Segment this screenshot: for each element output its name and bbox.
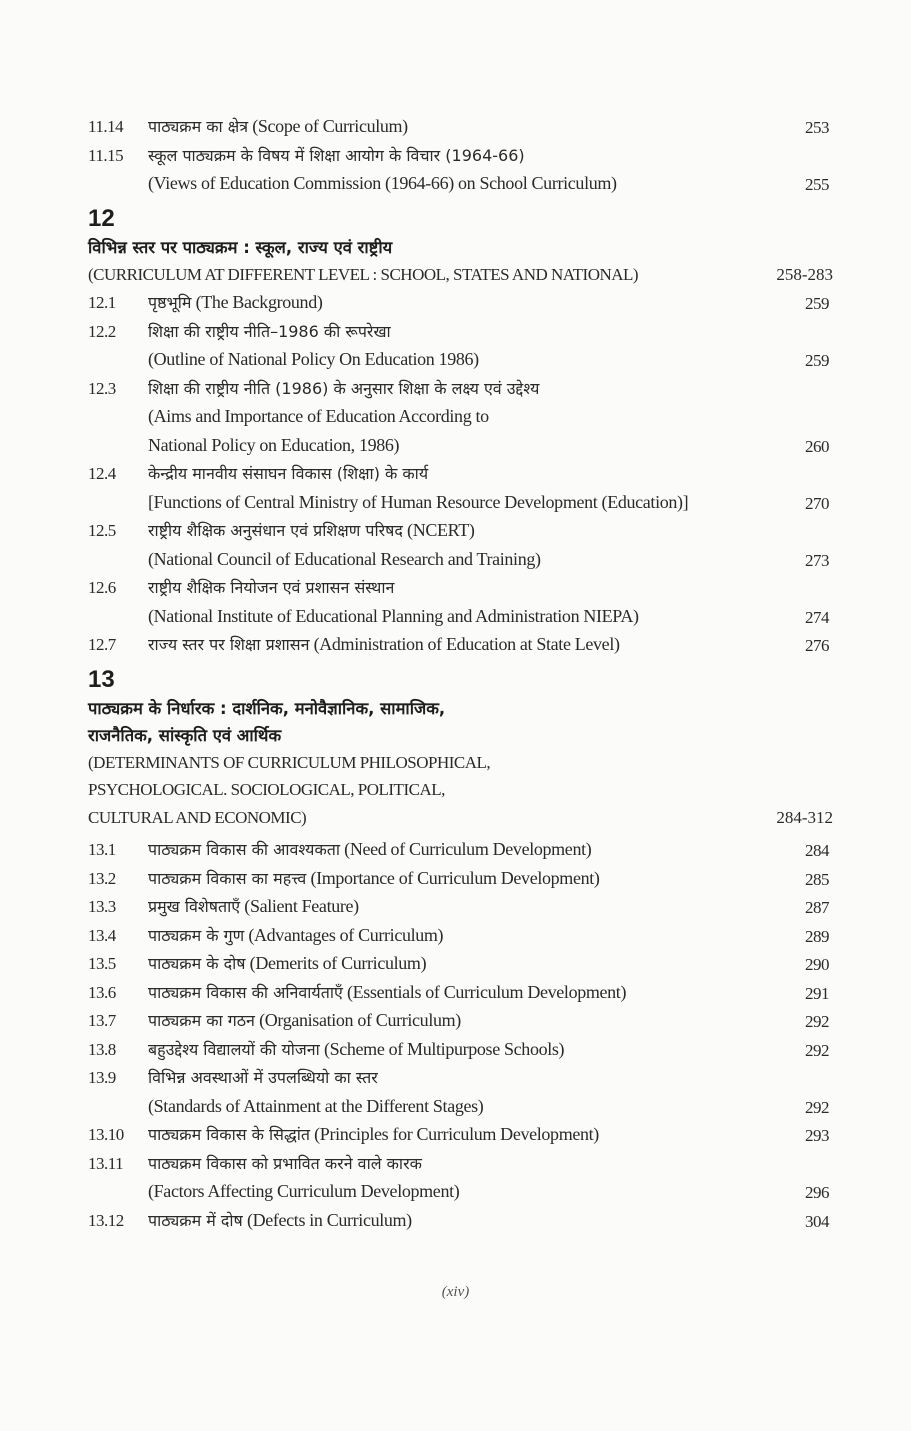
entry-title bbox=[148, 835, 833, 865]
entry-title bbox=[148, 1063, 833, 1093]
entry-title-hindi: पाठ्यक्रम के गुण bbox=[148, 925, 245, 945]
entry-title bbox=[148, 602, 833, 632]
toc-entry bbox=[88, 835, 833, 864]
entry-title bbox=[148, 431, 833, 461]
chapter-title-english-text: (CURRICULUM AT DIFFERENT LEVEL : SCHOOL, STATES AND NATIONAL) bbox=[88, 264, 639, 284]
entry-number: 13.1 bbox=[88, 840, 116, 859]
entry-title-english: (Essentials of Curriculum Development) bbox=[346, 981, 627, 1002]
entry-number: 12.1 bbox=[88, 293, 116, 312]
entry-page-number: 292 bbox=[805, 1097, 829, 1117]
toc-entry bbox=[88, 1092, 833, 1121]
toc-entry bbox=[88, 431, 833, 460]
toc-entry bbox=[88, 169, 833, 198]
entry-title bbox=[148, 516, 833, 546]
chapter-12-entries bbox=[88, 288, 833, 659]
toc-entry bbox=[88, 345, 833, 374]
entry-number: 12.7 bbox=[88, 635, 116, 654]
entry-number: 13.7 bbox=[88, 1011, 116, 1030]
entry-title-hindi: पाठ्यक्रम विकास के सिद्धांत bbox=[148, 1125, 310, 1144]
toc-entry bbox=[88, 1063, 833, 1092]
entry-number: 13.6 bbox=[88, 982, 116, 1002]
entry-title bbox=[148, 949, 833, 979]
entry-title-english: [Functions of Central Ministry of Human Resource Development (Education)] bbox=[148, 491, 689, 512]
chapter-page-range: 284-312 bbox=[776, 807, 833, 827]
entry-title-hindi: शिक्षा की राष्ट्रीय नीति–1986 की रूपरेखा bbox=[148, 321, 391, 341]
entry-title-hindi: बहुउद्देश्य विद्यालयों की योजना bbox=[148, 1039, 320, 1059]
toc-entry bbox=[88, 1177, 833, 1206]
toc-entry bbox=[88, 1206, 833, 1235]
entry-page-number: 293 bbox=[805, 1126, 829, 1145]
entry-title bbox=[148, 488, 833, 518]
entry-title bbox=[148, 864, 833, 894]
entry-title-hindi: विभिन्न अवस्थाओं में उपलब्धियो का स्तर bbox=[148, 1068, 378, 1087]
entry-title bbox=[148, 892, 833, 922]
toc-entry bbox=[88, 921, 833, 950]
entry-title-hindi: पाठ्यक्रम विकास को प्रभावित करने वाले कारक bbox=[148, 1153, 422, 1173]
entry-title bbox=[148, 374, 833, 404]
entry-page-number: 292 bbox=[805, 1040, 829, 1060]
entry-title-english: (Demerits of Curriculum) bbox=[249, 953, 427, 973]
entry-title-english: (National Institute of Educational Planning and Administration NIEPA) bbox=[148, 605, 639, 626]
entry-title bbox=[148, 169, 833, 199]
entry-title-english: (Principles for Curriculum Development) bbox=[314, 1124, 599, 1144]
entry-page-number: 285 bbox=[805, 869, 829, 889]
chapter-title-hindi-line-1: पाठ्यक्रम के निर्धारक : दार्शनिक, मनोवैज्ञानिक, सामाजिक, bbox=[88, 698, 446, 718]
toc-entry bbox=[88, 317, 833, 346]
entry-number: 13.10 bbox=[88, 1125, 124, 1144]
toc-entry bbox=[88, 459, 833, 488]
entry-number: 13.5 bbox=[88, 954, 116, 973]
entry-title-english: (Administration of Education at State Level) bbox=[313, 634, 620, 654]
entry-title bbox=[148, 545, 833, 575]
entry-page-number: 292 bbox=[805, 1012, 829, 1031]
entry-number: 12.5 bbox=[88, 521, 116, 540]
entry-title-hindi: शिक्षा की राष्ट्रीय नीति (1986) के अनुसार शिक्षा के लक्ष्य एवं उद्देश्य bbox=[148, 378, 540, 398]
entry-title bbox=[148, 1035, 833, 1065]
entry-title-hindi: पाठ्यक्रम विकास की अनिवार्यताएँ bbox=[148, 982, 343, 1002]
entry-title bbox=[148, 1092, 833, 1122]
entry-title bbox=[148, 1177, 833, 1207]
entry-title bbox=[148, 317, 833, 347]
entry-page-number: 290 bbox=[805, 955, 829, 974]
entry-number: 11.15 bbox=[88, 145, 124, 165]
toc-entry bbox=[88, 516, 833, 545]
entry-number: 13.12 bbox=[88, 1210, 124, 1230]
entry-number: 13.4 bbox=[88, 925, 116, 945]
entry-title-hindi: राष्ट्रीय शैक्षिक अनुसंधान एवं प्रशिक्षण परिषद bbox=[148, 521, 403, 540]
chapter-number: 13 bbox=[88, 665, 115, 693]
entry-title-hindi: पाठ्यक्रम के दोष bbox=[148, 954, 246, 973]
toc-entry bbox=[88, 892, 833, 921]
entry-title-english: (Scope of Curriculum) bbox=[252, 116, 408, 136]
chapter-title-english-line-3 bbox=[88, 804, 833, 832]
entry-title bbox=[148, 630, 833, 660]
entry-page-number: 276 bbox=[805, 636, 829, 655]
entry-page-number: 255 bbox=[805, 175, 829, 194]
entry-number: 13.9 bbox=[88, 1068, 116, 1087]
chapter-number: 12 bbox=[88, 204, 115, 232]
entry-title-english: (Outline of National Policy On Education 1986) bbox=[148, 349, 479, 369]
entry-page-number: 274 bbox=[805, 607, 829, 627]
entry-title bbox=[148, 573, 833, 603]
toc-entry bbox=[88, 488, 833, 517]
entry-number: 13.3 bbox=[88, 897, 116, 916]
chapter-title-english-line-2: PSYCHOLOGICAL. SOCIOLOGICAL, POLITICAL, bbox=[88, 780, 445, 799]
toc-entry bbox=[88, 374, 833, 403]
entry-number: 13.11 bbox=[88, 1153, 124, 1173]
entry-title bbox=[148, 1149, 833, 1179]
toc-entry bbox=[88, 864, 833, 893]
toc-entry bbox=[88, 1149, 833, 1178]
entry-title-english: (Factors Affecting Curriculum Development) bbox=[148, 1181, 460, 1201]
entry-title-hindi: पाठ्यक्रम का गठन bbox=[148, 1011, 255, 1030]
entry-page-number: 291 bbox=[805, 983, 829, 1003]
entry-title-english: (Organisation of Curriculum) bbox=[259, 1010, 461, 1030]
entry-title-hindi: पाठ्यक्रम का क्षेत्र bbox=[148, 117, 249, 136]
entry-title bbox=[148, 1006, 833, 1036]
entry-title-english: (The Background) bbox=[195, 292, 323, 312]
chapter-title-english-line-1: (DETERMINANTS OF CURRICULUM PHILOSOPHICAL, bbox=[88, 752, 491, 772]
entry-title-english: (Views of Education Commission (1964-66) on School Curriculum) bbox=[148, 173, 617, 193]
entry-number: 12.3 bbox=[88, 378, 116, 398]
toc-entry bbox=[88, 545, 833, 574]
chapter-title-hindi-line-2: राजनैतिक, सांस्कृति एवं आर्थिक bbox=[88, 725, 282, 745]
toc-entry bbox=[88, 1006, 833, 1035]
entry-title bbox=[148, 141, 833, 171]
toc-entry bbox=[88, 112, 833, 141]
table-of-contents bbox=[88, 112, 833, 1234]
toc-entry bbox=[88, 141, 833, 170]
entry-title-hindi: राज्य स्तर पर शिक्षा प्रशासन bbox=[148, 635, 310, 654]
entry-page-number: 260 bbox=[805, 436, 829, 456]
entry-page-number: 289 bbox=[805, 926, 829, 946]
entry-page-number: 296 bbox=[805, 1183, 829, 1202]
entry-page-number: 287 bbox=[805, 898, 829, 917]
entry-title-hindi: स्कूल पाठ्यक्रम के विषय में शिक्षा आयोग के विचार (1964-66) bbox=[148, 145, 525, 165]
chapter-title-english bbox=[88, 261, 833, 289]
entry-title-hindi: पाठ्यक्रम विकास की आवश्यकता bbox=[148, 840, 341, 859]
entry-title-english: (Scheme of Multipurpose Schools) bbox=[323, 1038, 565, 1059]
toc-entry bbox=[88, 1035, 833, 1064]
entry-title-english: (NCERT) bbox=[407, 520, 475, 540]
entry-number: 12.4 bbox=[88, 464, 116, 483]
toc-entry bbox=[88, 288, 833, 317]
entry-title bbox=[148, 1206, 833, 1236]
entry-page-number: 273 bbox=[805, 550, 829, 570]
entry-title-hindi: प्रमुख विशेषताएँ bbox=[148, 897, 241, 916]
entry-title-english: (National Council of Educational Research and Training) bbox=[148, 548, 541, 569]
entry-title bbox=[148, 345, 833, 375]
entry-title-english: (Standards of Attainment at the Different Stages) bbox=[148, 1095, 484, 1116]
entry-page-number: 304 bbox=[805, 1211, 829, 1231]
entry-title bbox=[148, 459, 833, 489]
toc-entry bbox=[88, 402, 833, 431]
page-number-footer: (xiv) bbox=[441, 1284, 470, 1300]
chapter-page-range: 258-283 bbox=[776, 264, 833, 284]
entry-title-hindi: केन्द्रीय मानवीय संसाघन विकास (शिक्षा) के कार्य bbox=[148, 464, 429, 483]
entry-number: 13.2 bbox=[88, 868, 116, 888]
chapter-title-english-text: CULTURAL AND ECONOMIC) bbox=[88, 807, 307, 827]
entry-page-number: 259 bbox=[805, 294, 829, 313]
toc-entry bbox=[88, 1120, 833, 1149]
entry-page-number: 284 bbox=[805, 841, 829, 860]
chapter-title-hindi: विभिन्न स्तर पर पाठ्यक्रम : स्कूल, राज्य एवं राष्ट्रीय bbox=[88, 237, 393, 257]
entry-title bbox=[148, 921, 833, 951]
entry-page-number: 270 bbox=[805, 493, 829, 513]
chapter-11-entries bbox=[88, 112, 833, 198]
entry-title bbox=[148, 112, 833, 142]
toc-entry bbox=[88, 949, 833, 978]
entry-number: 12.2 bbox=[88, 321, 116, 341]
chapter-13-entries bbox=[88, 835, 833, 1234]
entry-number: 12.6 bbox=[88, 578, 116, 597]
entry-title-english: (Salient Feature) bbox=[244, 896, 359, 916]
entry-title-english: (Advantages of Curriculum) bbox=[248, 924, 444, 945]
toc-entry bbox=[88, 573, 833, 602]
toc-entry bbox=[88, 630, 833, 659]
toc-entry bbox=[88, 978, 833, 1007]
toc-entry bbox=[88, 602, 833, 631]
entry-title-hindi: पाठ्यक्रम में दोष bbox=[148, 1210, 243, 1230]
entry-title-hindi: राष्ट्रीय शैक्षिक नियोजन एवं प्रशासन संस्थान bbox=[148, 578, 395, 597]
entry-title bbox=[148, 1120, 833, 1150]
entry-title-english: National Policy on Education, 1986) bbox=[148, 434, 400, 455]
entry-title-english: (Need of Curriculum Development) bbox=[344, 839, 592, 859]
entry-title-english: (Importance of Curriculum Development) bbox=[310, 867, 600, 888]
entry-page-number: 253 bbox=[805, 118, 829, 137]
entry-page-number: 259 bbox=[805, 351, 829, 370]
entry-title-hindi: पृष्ठभूमि bbox=[148, 293, 192, 312]
entry-title bbox=[148, 288, 833, 318]
entry-title bbox=[148, 402, 833, 432]
entry-number: 11.14 bbox=[88, 117, 124, 136]
entry-number: 13.8 bbox=[88, 1039, 116, 1059]
entry-title-english: (Defects in Curriculum) bbox=[246, 1209, 412, 1230]
entry-title-hindi: पाठ्यक्रम विकास का महत्त्व bbox=[148, 868, 307, 888]
entry-title bbox=[148, 978, 833, 1008]
entry-title-english: (Aims and Importance of Education According to bbox=[148, 406, 489, 426]
